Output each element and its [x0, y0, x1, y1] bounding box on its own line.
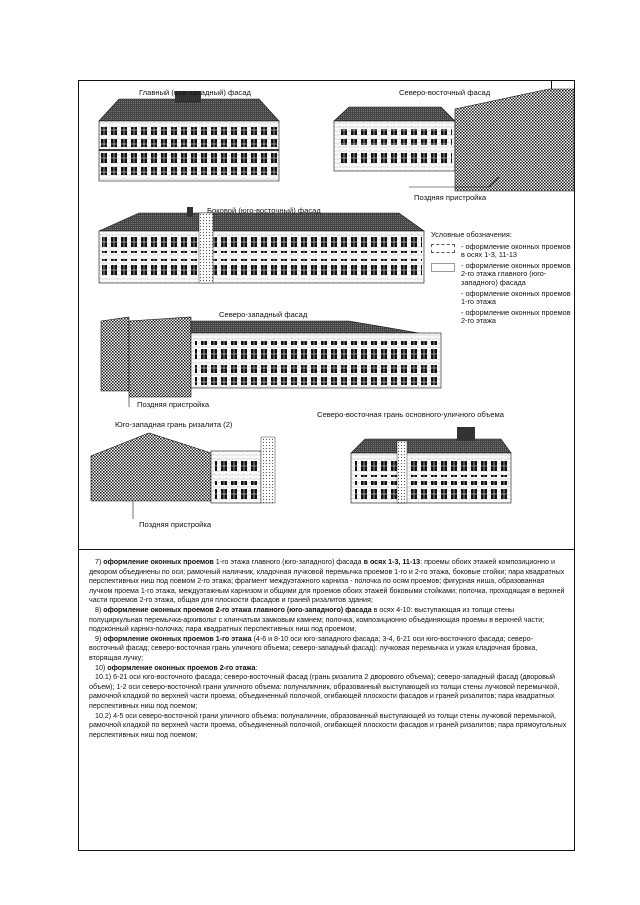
paragraph: 10) оформление оконных проемов 2-го этажа: — [95, 663, 258, 672]
legend-item: - оформление оконных проемов 2-го этажа главного (юго-западного) фасада — [431, 262, 571, 288]
drawing-sheet — [78, 80, 575, 851]
late-annex-label-3: Поздняя пристройка — [139, 520, 212, 529]
description-panel — [79, 549, 574, 851]
legend-title: Условные обозначения: — [431, 230, 512, 239]
legend-item: - оформление оконных проемов в осях 1-3, 11-13 — [431, 243, 571, 260]
side-facade-title: Боковой (юго-восточный) фасад — [207, 206, 321, 215]
late-annex-label-1: Поздняя пристройка — [414, 193, 487, 202]
paragraph: 7) оформление оконных проемов 1-го этажа главного (юго-западного) фасада в осях 1-3, 11-13: проемы обоих этажей композиционно и декором объединены по оси; рамочный наличник, кладочная лучковой перемычка проемов 1-го и 2-го этажа, боковые стойки; пара квадратных перспективных ниш под повмом 2-го этажа; фрагмент междуэтажного карниза - полочка по осям проемов; фигурная ниша, образованная лучком проема 1-го этажа, междуэтажным карнизом и общими для проемов обоих этажей боковыми стойками; полочка, проходящая в верхней части проемов 2-го этажа, общая для плоскости фасадов и граней ризалитов здания; — [89, 558, 565, 605]
side-facade-drawing — [99, 207, 424, 283]
legend-item: - оформление оконных проемов 1-го этажа — [461, 288, 571, 307]
ne-face-title: Северо-восточная грань основного-уличного объема — [317, 410, 504, 419]
description-text — [89, 558, 567, 740]
main-facade-drawing — [99, 88, 279, 181]
nw-facade-drawing — [101, 317, 441, 407]
paragraph: 8) оформление оконных проемов 2-го этажа главного (юго-западного) фасада в осях 4-10: выступающая из толщи стены полуциркульная перемычка-архивольт с клинчатым замковым камнем; полочка, композиционно объединяющая проемы в верхней части; подоконный карниз-полочка; пара квадратных перспективных ниш под проемом; — [89, 605, 545, 634]
ne-face-drawing — [351, 427, 511, 503]
paragraph: 10.1) 6-21 оси юго-восточного фасада; северо-восточный фасад (грань ризалита 2 дворового объема); северо-западный фасад (дворовый объем); 1-2 оси северо-восточной грани уличного объема: полуналичник, образованный выступающей из толщи стены лучковой перемычкой, рамочной кладкой по верхней части проема, объединенный полочкой, огибающей плоскости фасадов и граней ризалитов; пара квадратных перспективных ниш под поемом; — [89, 673, 560, 710]
late-annex-label-2: Поздняя пристройка — [137, 400, 210, 409]
main-facade-title: Главный (юго-западный) фасад — [139, 88, 251, 97]
paragraph: 10.2) 4-5 оси северо-восточной грани уличного объема: полуналичник, образованный выступающей из толщи стены лучковой перемычкой, рамочной кладкой по верхней части проема, объединенный полочкой, огибающей плоскости фасадов и граней ризалитов; пара прямоугольных перспективных ниш под поемом; — [89, 711, 567, 739]
legend-item: - оформление оконных проемов 2-го этажа — [461, 307, 571, 326]
paragraph: 9) оформление оконных проемов 1-го этажа (4-6 и 8-10 оси юго-западного фасада; 3-4, 6-21 оси юго-восточного фасада; северо-восточный фасад; северо-восточная грань уличного объема; северо-западный фасад): лучковая перемычка и узкая кладочная бровка, вторящая лучку; — [89, 634, 538, 662]
nw-facade-title: Северо-западный фасад — [219, 310, 308, 319]
legend — [431, 231, 571, 328]
ne-facade-title: Северо-восточный фасад — [399, 88, 491, 97]
sw-risalit-drawing — [91, 433, 275, 519]
ne-facade-drawing — [334, 89, 574, 191]
sw-risalit-title: Юго-западная грань ризалита (2) — [115, 420, 233, 429]
